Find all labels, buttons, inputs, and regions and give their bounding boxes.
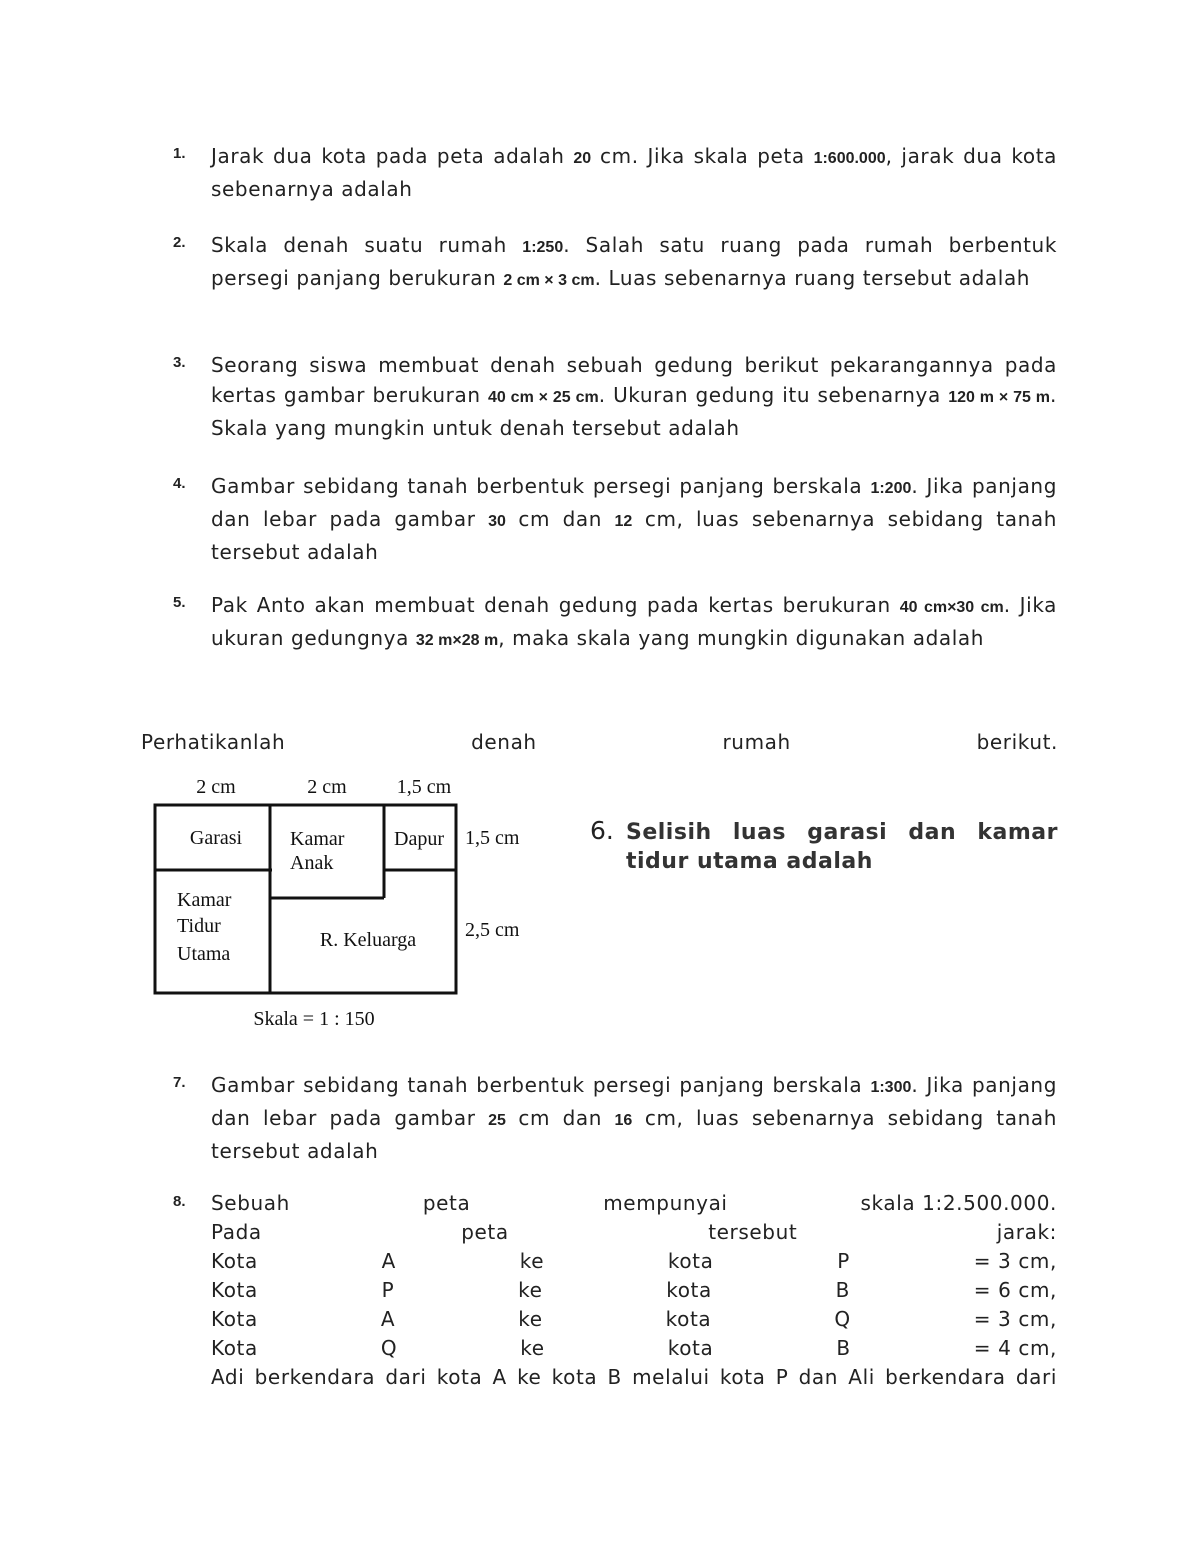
- q8-last-line: Adi berkendara dari kota A ke kota B melalui kota P dan Ali berkendara dari: [211, 1365, 1057, 1389]
- word: Kota: [211, 1336, 258, 1360]
- math-value: 120 m × 75 m: [948, 389, 1051, 406]
- question-number: 7.: [173, 1074, 186, 1091]
- word: skala 1:2.500.000.: [860, 1191, 1057, 1215]
- room-garasi: Garasi: [189, 827, 243, 849]
- math-value: 12: [614, 513, 633, 530]
- question-8: [175, 1189, 1057, 1392]
- math-value: 30: [488, 513, 506, 530]
- question-number: 4.: [173, 475, 186, 492]
- word: kota: [666, 1278, 712, 1302]
- city: A: [380, 1307, 396, 1331]
- word: kota: [665, 1307, 712, 1331]
- word: ke: [520, 1336, 545, 1360]
- text-segment: Seorang siswa membuat denah sebuah gedung berikut pekarangannya pada kertas gambar berukuran: [211, 353, 1057, 407]
- intro-word: rumah: [722, 730, 791, 754]
- room-kamar-anak-line1: Kamar: [290, 828, 345, 850]
- word: peta: [422, 1191, 471, 1215]
- math-value: 1:600.000: [813, 150, 886, 167]
- distance: = 6 cm,: [973, 1278, 1057, 1302]
- dim-right-top: 1,5 cm: [465, 827, 520, 849]
- question-6: [590, 818, 1058, 876]
- text-segment: Gambar sebidang tanah berbentuk persegi panjang berskala: [211, 1073, 871, 1097]
- word: kota: [667, 1336, 714, 1360]
- text-segment: Skala denah suatu rumah: [211, 233, 523, 257]
- intro-word: Perhatikanlah: [141, 730, 286, 754]
- question-text: [211, 1070, 1057, 1166]
- text-segment: cm dan: [505, 1106, 615, 1130]
- text-segment: cm. Jika skala peta: [591, 144, 814, 168]
- city: P: [837, 1249, 850, 1273]
- room-kamar-anak-line2: Anak: [290, 852, 334, 874]
- room-kamar-utama-line3: Utama: [177, 943, 231, 965]
- q8-line-2: [211, 1218, 1057, 1247]
- word: mempunyai: [603, 1191, 728, 1215]
- word: Pada: [211, 1220, 262, 1244]
- word: ke: [518, 1278, 543, 1302]
- math-value: 32 m×28 m: [415, 632, 499, 649]
- distance-row: [211, 1305, 1057, 1334]
- math-value: 20: [573, 150, 592, 167]
- distance: = 4 cm,: [973, 1336, 1057, 1360]
- math-value: 2 cm × 3 cm: [503, 272, 595, 289]
- room-kamar-utama-line1: Kamar: [177, 889, 232, 911]
- word: Kota: [211, 1249, 258, 1273]
- text-segment: . Jika panjang dan lebar pada gambar: [211, 1073, 1057, 1130]
- dim-top-garasi: 2 cm: [196, 776, 236, 798]
- text-segment: cm dan: [505, 507, 615, 531]
- text-segment: . Skala yang mungkin untuk denah tersebut adalah: [211, 383, 1057, 440]
- question-number: 5.: [173, 594, 186, 611]
- room-kamar-utama-line2: Tidur: [177, 915, 221, 937]
- plan-scale: Skala = 1 : 150: [253, 1008, 375, 1030]
- math-value: 1:200: [870, 480, 912, 497]
- word: kota: [667, 1249, 714, 1273]
- math-value: 25: [488, 1112, 506, 1129]
- math-value: 1:300: [870, 1079, 912, 1096]
- text-segment: , maka skala yang mungkin digunakan adalah: [498, 626, 985, 650]
- text-segment: cm, luas sebenarnya sebidang tanah tersebut adalah: [211, 1106, 1057, 1163]
- text-segment: , jarak dua kota sebenarnya adalah: [211, 144, 1057, 201]
- q8-line-1: [211, 1189, 1057, 1218]
- math-value: 40 cm×30 cm: [899, 599, 1004, 616]
- question-number: 3.: [173, 354, 186, 371]
- text-segment: . Jika ukuran gedungnya: [211, 593, 1058, 650]
- text-segment: . Luas sebenarnya ruang tersebut adalah: [594, 266, 1031, 290]
- word: ke: [519, 1249, 545, 1273]
- distance: = 3 cm,: [973, 1249, 1057, 1273]
- text-segment: . Ukuran gedung itu sebenarnya: [598, 383, 949, 407]
- text-segment: . Salah satu ruang pada rumah berbentuk persegi panjang berukuran: [211, 233, 1057, 290]
- math-value: 40 cm × 25 cm: [488, 389, 599, 406]
- city: A: [381, 1249, 396, 1273]
- question-text: [211, 1189, 1057, 1392]
- word: Sebuah: [211, 1191, 290, 1215]
- text-segment: cm, luas sebenarnya sebidang tanah tersebut adalah: [211, 507, 1057, 564]
- text-segment: Gambar sebidang tanah berbentuk persegi panjang berskala: [211, 474, 871, 498]
- word: Kota: [211, 1278, 258, 1302]
- dim-top-dapur: 1,5 cm: [396, 776, 452, 798]
- word: ke: [518, 1307, 543, 1331]
- city: Q: [380, 1336, 398, 1360]
- dim-top-kamar-anak: 2 cm: [307, 776, 347, 798]
- math-value: 1:250: [522, 239, 564, 256]
- word: peta: [461, 1220, 509, 1244]
- city: B: [836, 1336, 851, 1360]
- distance-row: [211, 1276, 1057, 1305]
- distance: = 3 cm,: [973, 1307, 1057, 1331]
- question-number: 8.: [173, 1193, 186, 1210]
- text-segment: Jarak dua kota pada peta adalah: [211, 144, 574, 168]
- question-text: Selisih luas garasi dan kamar tidur utama adalah: [626, 820, 1058, 874]
- word: jarak:: [996, 1220, 1057, 1244]
- distance-row: [211, 1247, 1057, 1276]
- question-number: 1.: [173, 145, 186, 162]
- math-value: 16: [614, 1112, 633, 1129]
- room-keluarga: R. Keluarga: [319, 929, 417, 951]
- city: Q: [834, 1307, 851, 1331]
- distance-row: [211, 1334, 1057, 1363]
- city: P: [381, 1278, 395, 1302]
- city: B: [835, 1278, 850, 1302]
- question-number: 2.: [173, 234, 186, 251]
- intro-word: berikut.: [976, 730, 1058, 754]
- dim-right-bottom: 2,5 cm: [465, 919, 520, 941]
- word: Kota: [211, 1307, 258, 1331]
- room-dapur: Dapur: [394, 828, 444, 850]
- word: tersebut: [708, 1220, 798, 1244]
- text-segment: Pak Anto akan membuat denah gedung pada kertas berukuran: [211, 593, 900, 617]
- intro-word: denah: [471, 730, 537, 754]
- text-segment: . Jika panjang dan lebar pada gambar: [211, 474, 1057, 531]
- question-7: [175, 1070, 1057, 1166]
- question-number: 6.: [590, 816, 614, 845]
